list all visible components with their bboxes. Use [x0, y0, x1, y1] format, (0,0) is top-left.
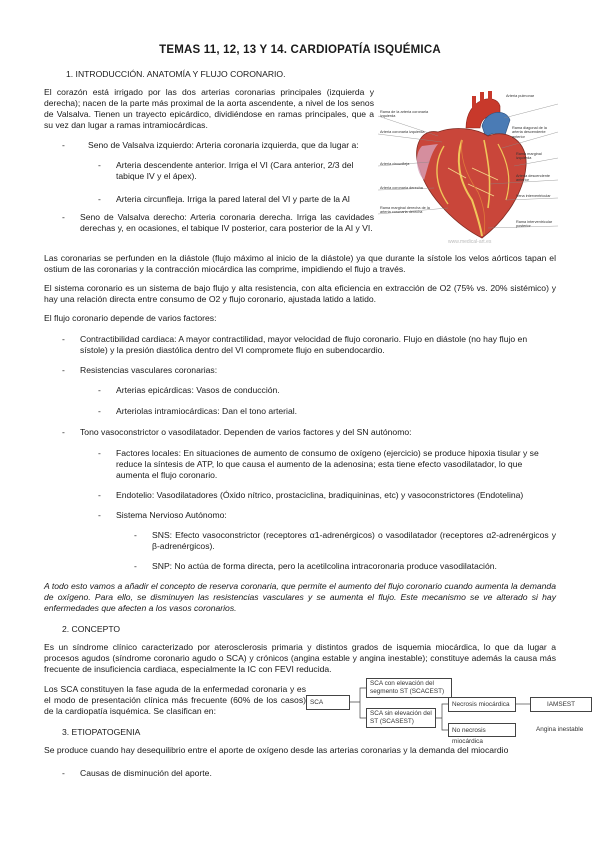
factor-snp: SNP: No actúa de forma directa, pero la acetilcolina intracoronaria produce vasodilatación.: [152, 561, 497, 571]
coronary-reserve-note: A todo esto vamos a añadir el concepto de reserva coronaria, que permite el aumento del flujo coronario cuando aumenta la demanda de oxígeno. Para ello, se disminuyen las resistencias vasculares y se aumenta el flujo. Este mecanismo se ve alterado si hay enfermedades que afecten a los vasos coronarios.: [44, 581, 556, 613]
figure-label: Arteria descendente anterior: [516, 174, 550, 183]
watermark: www.medical-art.es: [448, 239, 492, 245]
factor-tone: Tono vasoconstrictor o vasodilatador. Dependen de varios factores y del SN autónomo:: [80, 427, 412, 437]
concept-paragraph: Es un síndrome clínico caracterizado por aterosclerosis primaria y distintos grados de isquemia miocárdica, lo que da lugar a procesos agudos (síndrome coronario agudo o SCA) y crónicos (angina estable y angina inestable); constituye además la causa más frecuente de insuficiencia cardiaca, especialmente la IC con FEVI reducida.: [44, 642, 556, 674]
bullet-dash: -: [62, 365, 65, 375]
bullet-dash: -: [62, 140, 65, 150]
factors-intro: El flujo coronario depende de varios factores:: [44, 313, 217, 323]
figure-label: Vena interventricular: [516, 194, 551, 198]
bullet-dash: -: [62, 768, 65, 778]
sca-box: SCA: [306, 695, 350, 710]
bullet-dash: -: [98, 194, 101, 204]
bullet-circumflex: Arteria circunfleja. Irriga la pared lateral del VI y parte de la AI: [116, 194, 351, 204]
no-necrosis-box: No necrosis miocárdica: [448, 723, 516, 737]
scasest-box: SCA sin elevación del ST (SCASEST): [366, 708, 436, 728]
factor-arterioles: Arteriolas intramiocárdicas: Dan el tono arterial.: [116, 406, 298, 416]
figure-label: Arteria circunfleja: [380, 162, 410, 166]
bullet-dash: -: [62, 427, 65, 437]
bullet-dash: -: [98, 510, 101, 520]
bullet-dash: -: [98, 490, 101, 500]
cause-decreased-supply: Causas de disminución del aporte.: [80, 768, 212, 778]
bullet-dash: -: [98, 385, 101, 395]
bullet-right-sinus: Seno de Valsalva derecho: Arteria coronaria derecha. Irriga las cavidades derechas y, en ocasiones, el tabique IV posterior, cara posterior de la AI y VI.: [80, 212, 374, 233]
figure-label: Rama diagonal de la arteria descendente anterior: [512, 126, 547, 139]
bullet-dash: -: [98, 160, 101, 170]
factor-epicardial: Arterias epicárdicas: Vasos de conducción.: [116, 385, 280, 395]
section-heading-1: 1. INTRODUCCIÓN. ANATOMÍA Y FLUJO CORONARIO.: [66, 69, 286, 79]
figure-label: Rama interventricular posterior: [516, 220, 553, 229]
factor-endothelium: Endotelio: Vasodilatadores (Óxido nítrico, prostaciclina, bradiquininas, etc) y vasoconstrictores (Endotelina): [116, 490, 524, 500]
figure-label: Arteria coronaria izquierda: [380, 130, 425, 134]
etiopathogenesis-paragraph: Se produce cuando hay desequilibrio entre el aporte de oxígeno desde las arterias coronarias y la demanda del miocardio: [44, 745, 509, 755]
bullet-dash: -: [62, 212, 65, 222]
sca-classification-diagram: [306, 678, 596, 745]
bullet-dash: -: [62, 334, 65, 344]
figure-label: Rama marginal izquierda: [516, 152, 542, 161]
factor-contractility: Contractibilidad cardiaca: A mayor contractilidad, mayor velocidad de flujo coronario. Flujo en diástole (no hay flujo en sístole) y la presión diastólica dentro del VI compromete flujo en subendocardio.: [80, 334, 528, 355]
scacest-box: SCA con elevación del segmento ST (SCACEST): [366, 678, 452, 698]
necrosis-box: Necrosis miocárdica: [448, 697, 516, 712]
bullet-dash: -: [98, 406, 101, 416]
page-title: TEMAS 11, 12, 13 Y 14. CARDIOPATÍA ISQUÉMICA: [159, 44, 441, 56]
section-heading-3: 3. ETIOPATOGENIA: [62, 727, 141, 737]
factor-local: Factores locales: En situaciones de aumento de consumo de oxígeno (ejercicio) se produce hipoxia tisular y se reduce la síntesis de ATP, lo que causa el aumento de la adenosina; esta tiene efecto vasodilatador, lo que aumenta el flujo coronario.: [116, 448, 539, 480]
heart-illustration: [378, 88, 558, 248]
angina-label: Angina inestable: [536, 726, 584, 733]
intro-paragraph: El corazón está irrigado por las dos arterias coronarias principales (izquierda y derecha); nacen de la parte más proximal de la aorta ascendente, a nivel de los senos de Valsalva. Tienen un trayecto epicárdico, dividiéndose en ramas principales, que a su vez dan lugar a ramas intramiocárdicas.: [44, 87, 374, 130]
factor-resistance: Resistencias vasculares coronarias:: [80, 365, 218, 375]
sca-paragraph: Los SCA constituyen la fase aguda de la enfermedad coronaria y es el modo de presentación clínica más frecuente (60% de los casos) de la cardiopatía isquémica. Se clasifican en:: [44, 684, 306, 716]
bullet-dash: -: [134, 561, 137, 571]
figure-label: Arteria pulmonar: [506, 94, 535, 98]
bullet-left-sinus: Seno de Valsalva izquierdo: Arteria coronaria izquierda, que da lugar a:: [88, 140, 359, 150]
figure-label: Arteria coronaria derecha: [380, 186, 423, 190]
bullet-lad: Arteria descendente anterior. Irriga el VI (Cara anterior, 2/3 del tabique IV y el ápex).: [116, 160, 354, 181]
figure-label: Rama de la arteria coronaria izquierda: [380, 110, 429, 119]
bullet-dash: -: [98, 448, 101, 458]
figure-label: Rama marginal derecha de la arteria coronaria derecha: [380, 206, 430, 215]
section-heading-2: 2. CONCEPTO: [62, 624, 121, 634]
iamsest-box: IAMSEST: [530, 697, 592, 712]
system-paragraph: El sistema coronario es un sistema de bajo flujo y alta resistencia, con alta eficiencia en extracción de O2 (75% vs. 20% sistémico) y hay una relación directa entre consumo de O2 y flujo coronario, ajustada latido a latido.: [44, 283, 556, 304]
factor-sns: SNS: Efecto vasoconstrictor (receptores α1-adrenérgicos) o vasodilatador (receptores α2-adrenérgicos y β-adrenérgicos).: [152, 530, 556, 551]
factor-ans: Sistema Nervioso Autónomo:: [116, 510, 227, 520]
perfusion-paragraph: Las coronarias se perfunden en la diástole (flujo máximo al inicio de la diástole) ya que durante la sístole los velos aórticos tapan el ostium de las coronarias y la contracción miocárdica las comprime, impidiendo el flujo a través.: [44, 253, 556, 274]
bullet-dash: -: [134, 530, 137, 540]
